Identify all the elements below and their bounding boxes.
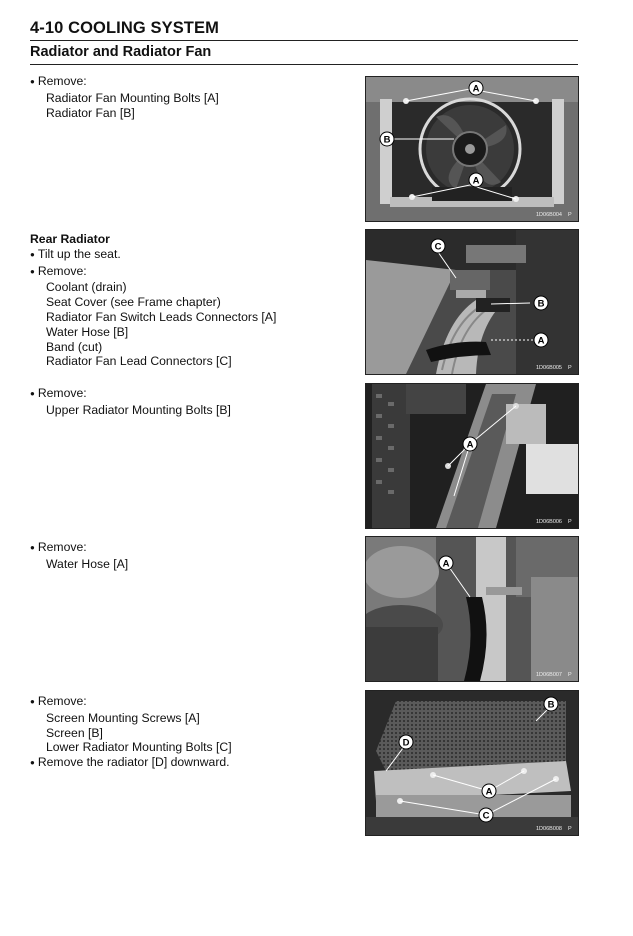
callout-d (399, 735, 413, 749)
step-line: Radiator Fan Switch Leads Connectors [A] (46, 309, 277, 324)
step-line: Radiator Fan Mounting Bolts [A] (46, 90, 219, 105)
photo-radiator-screen (365, 690, 579, 836)
step-line: Water Hose [B] (46, 324, 129, 339)
svg-text:A: A (466, 439, 474, 451)
photo-rear-radiator (365, 229, 579, 375)
step-line: ● Remove: (30, 694, 350, 711)
svg-text:A: A (472, 175, 480, 187)
callout-a (439, 556, 453, 570)
step-line: ● Remove: (30, 74, 350, 91)
callout-b (534, 296, 548, 310)
svg-text:B: B (383, 134, 391, 146)
callout-a (482, 784, 496, 798)
photo-radiator-fan (365, 76, 579, 222)
callout-b (544, 697, 558, 711)
svg-text:C: C (434, 241, 442, 253)
step-line: Radiator Fan Lead Connectors [C] (46, 354, 232, 369)
step-line: ● Remove: (30, 264, 350, 281)
step-1 (30, 74, 350, 120)
step-line: ● Remove: (30, 386, 350, 403)
photo-suffix: P (568, 826, 572, 832)
step-3 (30, 386, 350, 418)
step-line: Screen Mounting Screws [A] (46, 710, 200, 725)
photo-id: 1D06B007 (536, 672, 562, 678)
step-line: Band (cut) (46, 339, 103, 354)
step-line: Upper Radiator Mounting Bolts [B] (46, 402, 231, 417)
step-4 (30, 540, 350, 572)
step-5 (30, 694, 350, 772)
svg-text:A: A (472, 83, 480, 95)
svg-text:A: A (485, 786, 493, 798)
callout-a (469, 173, 483, 187)
step-line: Lower Radiator Mounting Bolts [C] (46, 740, 232, 755)
step-line: Radiator Fan [B] (46, 105, 135, 120)
callout-c (479, 808, 493, 822)
photo-suffix: P (568, 672, 572, 678)
step-line: ● Remove: (30, 540, 350, 557)
svg-text:D: D (402, 737, 410, 749)
photo-id: 1D06B004 (536, 212, 562, 218)
step-line: ● Remove the radiator [D] downward. (30, 755, 350, 772)
step-line: Seat Cover (see Frame chapter) (46, 295, 221, 310)
callout-c (431, 239, 445, 253)
step-line: Screen [B] (46, 725, 103, 740)
step-line: ● Tilt up the seat. (30, 247, 350, 264)
callout-b (380, 132, 394, 146)
step-line: Water Hose [A] (46, 556, 129, 571)
section-rule (30, 64, 578, 65)
section-title: Radiator and Radiator Fan (30, 44, 212, 60)
photo-suffix: P (568, 519, 572, 525)
svg-text:B: B (547, 699, 555, 711)
step-line: Coolant (drain) (46, 280, 127, 295)
photo-upper-bolts (365, 383, 579, 529)
svg-text:A: A (537, 335, 545, 347)
photo-water-hose (365, 536, 579, 682)
photo-suffix: P (568, 365, 572, 371)
svg-text:B: B (537, 298, 545, 310)
photo-id: 1D06B008 (536, 826, 562, 832)
callout-a (469, 81, 483, 95)
callout-a (463, 437, 477, 451)
svg-text:C: C (482, 810, 490, 822)
photo-id: 1D06B005 (536, 365, 562, 371)
step-2 (30, 232, 350, 369)
svg-text:A: A (442, 558, 450, 570)
page-title: 4-10 COOLING SYSTEM (30, 19, 219, 37)
callout-a (534, 333, 548, 347)
title-rule (30, 40, 578, 41)
photo-id: 1D06B006 (536, 519, 562, 525)
step-heading: Rear Radiator (30, 232, 110, 246)
photo-suffix: P (568, 212, 572, 218)
